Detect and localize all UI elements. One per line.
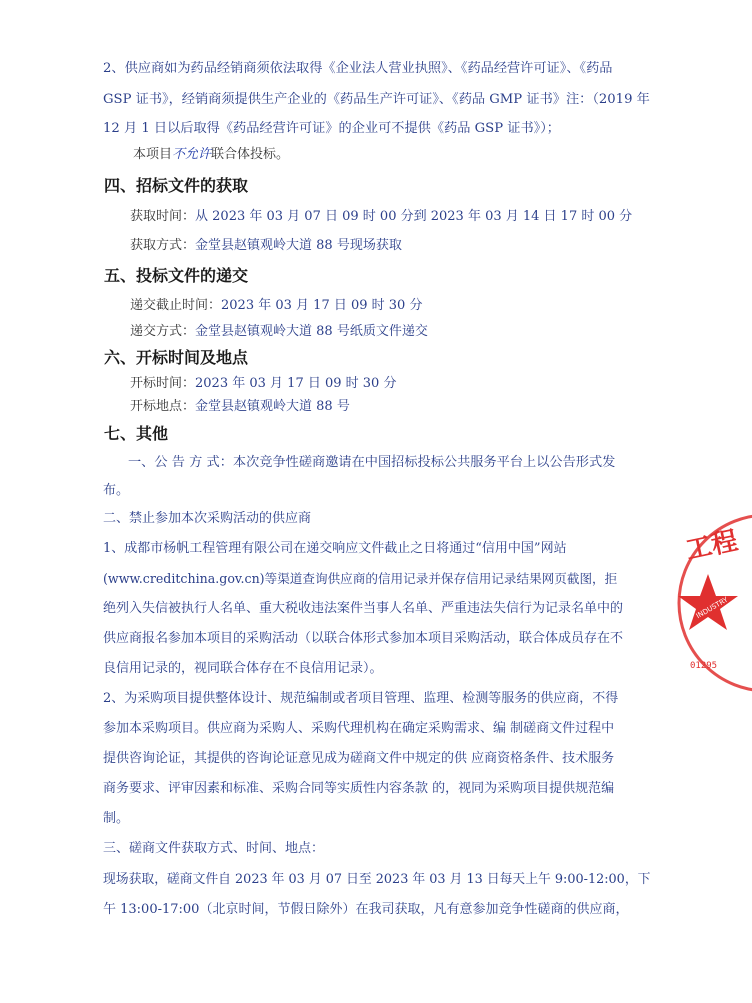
section5-deadline-value: 2023 年 03 月 17 日 09 时 30 分	[221, 298, 423, 313]
item2-line2: GSP 证书》，经销商须提供生产企业的《药品生产许可证》、《药品 GMP 证书》注：（2019 年	[103, 92, 650, 107]
section6-place-value: 金堂县赵镇观岭大道 88 号	[195, 399, 350, 414]
section7-p2-item1-line2: (www.creditchina.gov.cn)等渠道查询供应商的信用记录并保存信用记录结果网页截图，拒	[103, 571, 618, 586]
section4-time-value: 从 2023 年 03 月 07 日 09 时 00 分到 2023 年 03 月 14 日 17 时 00 分	[195, 209, 633, 224]
section5-deadline	[130, 296, 422, 316]
seal-top-text: 工程	[683, 525, 741, 566]
seal-code: 01295	[690, 661, 718, 671]
company-seal	[672, 508, 752, 698]
section5-method-value: 金堂县赵镇观岭大道 88 号纸质文件递交	[195, 324, 428, 339]
section7-p2-item2-line4: 商务要求、评审因素和标准、采购合同等实质性内容条款 的，视同为采购项目提供规范编	[103, 781, 615, 796]
section4-method-label: 获取方式：	[130, 238, 196, 253]
section4-method-value: 金堂县赵镇观岭大道 88 号现场获取	[195, 238, 402, 253]
section7-p2-item2-line5: 制。	[103, 811, 130, 826]
section7-p3-title: 三、磋商文件获取方式、时间、地点：	[103, 841, 325, 856]
section4-time	[130, 207, 632, 227]
item2-line1: 2、供应商如为药品经销商须依法取得《企业法人营业执照》、《药品经营许可证》、《药品	[103, 61, 613, 76]
section6-heading: 六、开标时间及地点	[104, 348, 249, 367]
section6-time-value: 2023 年 03 月 17 日 09 时 30 分	[195, 376, 397, 391]
seal-graphic	[672, 508, 752, 698]
section7-p1-line1: 一、公 告 方 式：本次竞争性磋商邀请在中国招标投标公共服务平台上以公告形式发	[128, 455, 616, 470]
section7-p2-item2-line2: 参加本采购项目。供应商为采购人、采购代理机构在确定采购需求、编 制磋商文件过程中	[103, 721, 615, 736]
section4-method	[130, 236, 402, 256]
consortium-prefix: 本项目	[133, 147, 173, 162]
section7-p2-item1-line4: 供应商报名参加本项目的采购活动（以联合体形式参加本项目采购活动，联合体成员存在不	[103, 631, 624, 646]
section4-heading: 四、招标文件的获取	[104, 176, 249, 195]
section5-deadline-label: 递交截止时间：	[130, 298, 222, 313]
section4-time-label: 获取时间：	[130, 209, 196, 224]
section7-p3-line1: 现场获取，磋商文件自 2023 年 03 月 07 日至 2023 年 03 月 13 日每天上午 9:00-12:00，下	[103, 872, 651, 887]
section7-p2-item1-line1: 1、成都市杨帆工程管理有限公司在递交响应文件截止之日将通过“信用中国”网站	[103, 541, 567, 556]
section7-heading: 七、其他	[104, 424, 169, 443]
section5-heading: 五、投标文件的递交	[104, 266, 249, 285]
section7-p2-item1-line5: 良信用记录的，视同联合体存在不良信用记录）。	[103, 661, 383, 676]
section7-p2-item2-line3: 提供咨询论证，其提供的咨询论证意见成为磋商文件中规定的供 应商资格条件、技术服务	[103, 751, 615, 766]
section6-time	[130, 374, 396, 394]
section7-p1-line2: 布。	[103, 483, 130, 498]
consortium-suffix: 联合体投标。	[211, 147, 290, 162]
section5-method	[130, 322, 428, 342]
handwritten-not-allowed: 不允许	[172, 147, 212, 162]
section7-p3-line2: 午 13:00-17:00（北京时间，节假日除外）在我司获取，凡有意参加竞争性磋商的供应商，	[103, 902, 629, 917]
seal-side-text: INDUSTRY	[694, 595, 730, 621]
section7-p2-item2-line1: 2、为采购项目提供整体设计、规范编制或者项目管理、监理、检测等服务的供应商，不得	[103, 691, 619, 706]
section6-time-label: 开标时间：	[130, 376, 196, 391]
item2-line3: 12 月 1 日以后取得《药品经营许可证》的企业可不提供《药品 GSP 证书》）；	[103, 121, 560, 136]
section7-p2-title: 二、禁止参加本次采购活动的供应商	[103, 511, 312, 526]
section5-method-label: 递交方式：	[130, 324, 196, 339]
section6-place	[130, 397, 350, 417]
section6-place-label: 开标地点：	[130, 399, 196, 414]
section7-p2-item1-line3: 绝列入失信被执行人名单、重大税收违法案件当事人名单、严重违法失信行为记录名单中的	[103, 601, 624, 616]
consortium-line	[133, 145, 289, 165]
